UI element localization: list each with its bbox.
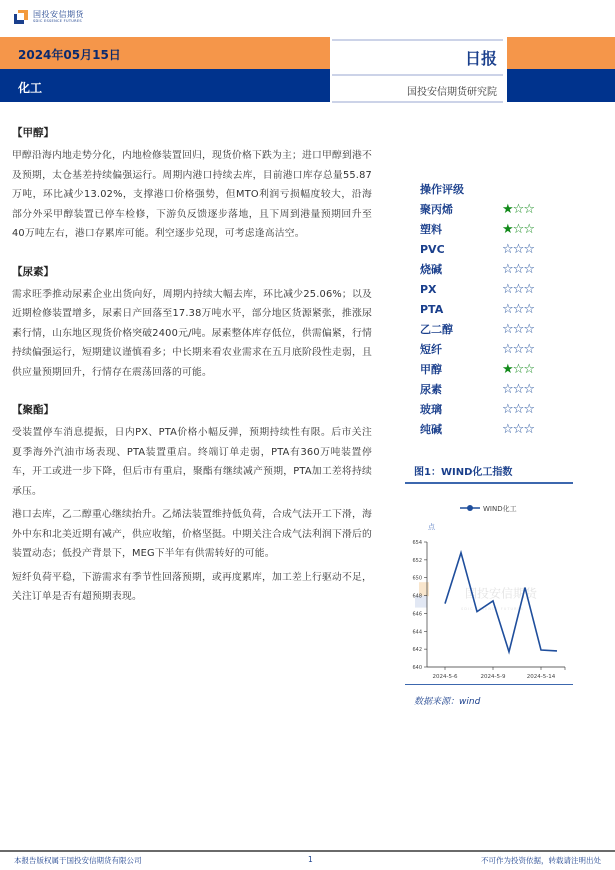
- star-rating-icon: ☆☆☆: [502, 282, 534, 297]
- rating-title: 操作评级: [420, 183, 464, 196]
- report-type-box: [330, 37, 507, 102]
- rating-row: [420, 200, 600, 220]
- report-category: 化工: [18, 81, 43, 95]
- rating-product-name: 塑料: [420, 223, 442, 236]
- line-chart: [405, 495, 575, 685]
- logo-name-cn: 国投安信期货: [33, 9, 84, 19]
- svg-text:646: 646: [412, 611, 422, 618]
- report-date: 2024年05月15日: [18, 48, 121, 62]
- star-rating-icon: ★☆☆: [502, 362, 534, 377]
- svg-text:WIND化工: WIND化工: [483, 505, 517, 513]
- rating-row: [420, 280, 600, 300]
- svg-text:2024-5-14: 2024-5-14: [526, 674, 556, 680]
- header-strip-orange: [507, 37, 615, 69]
- figure-divider-bottom: [405, 684, 573, 685]
- rating-row: [420, 340, 600, 360]
- footer-copyright: 本报告版权属于国投安信期货有限公司: [14, 856, 142, 865]
- svg-text:654: 654: [412, 540, 422, 546]
- figure-divider: [405, 482, 573, 484]
- star-rating-icon: ★☆☆: [502, 202, 534, 217]
- rating-product-name: PVC: [420, 243, 445, 256]
- svg-text:640: 640: [412, 665, 422, 671]
- svg-text:642: 642: [412, 647, 422, 654]
- rating-panel: [420, 180, 600, 440]
- rating-product-name: 尿素: [420, 383, 442, 396]
- star-rating-icon: ☆☆☆: [502, 402, 534, 417]
- svg-text:644: 644: [412, 629, 422, 636]
- star-rating-icon: ☆☆☆: [502, 242, 534, 257]
- section-title: 【尿素】: [12, 265, 54, 278]
- svg-text:2024-5-9: 2024-5-9: [480, 674, 506, 680]
- section-methanol: [12, 125, 372, 244]
- rating-product-name: PTA: [420, 303, 444, 316]
- svg-text:650: 650: [412, 575, 422, 582]
- rating-product-name: 聚丙烯: [420, 203, 453, 216]
- rating-product-name: 烧碱: [420, 263, 442, 276]
- section-urea: [12, 264, 372, 383]
- header-strip-blue: [507, 69, 615, 102]
- star-rating-icon: ☆☆☆: [502, 302, 534, 317]
- section-title: 【甲醇】: [12, 127, 54, 139]
- section-paragraph: 港口去库，乙二醇重心继续抬升。乙烯法装置维持低负荷，合成气法开工下滑，海外中东和北美近期有减产，供应收缩，价格坚挺。中期关注合成气法利润下滑后的装置动态；低投产背景下，MEG下半年有供需转好的可能。: [12, 509, 372, 559]
- page-number: 1: [308, 855, 313, 864]
- star-rating-icon: ☆☆☆: [502, 322, 534, 337]
- svg-text:2024-5-6: 2024-5-6: [432, 674, 458, 680]
- section-paragraph: 受装置停车消息提振，日内PX、PTA价格小幅反弹，预期持续性有限。后市关注夏季海外汽油市场表现、PTA装置重启。终端订单走弱，PTA有360万吨装置停车，开工或进一步下降，但后市有重启，聚酯有继续减产预期，PTA加工差将持续承压。: [12, 427, 372, 497]
- company-logo: [14, 10, 84, 24]
- rating-row: [420, 400, 600, 420]
- rating-row: [420, 300, 600, 320]
- footer-disclaimer: 不可作为投资依据，转载请注明出处: [481, 856, 601, 865]
- footer-divider: [0, 850, 615, 852]
- rating-row: [420, 380, 600, 400]
- svg-text:648: 648: [412, 593, 422, 600]
- rating-product-name: 乙二醇: [420, 323, 453, 336]
- data-source: 数据来源：wind: [414, 697, 481, 707]
- rating-product-name: 甲醇: [420, 363, 442, 376]
- svg-text:652: 652: [412, 557, 422, 564]
- research-institute: 国投安信期货研究院: [407, 87, 497, 98]
- rating-product-name: 玻璃: [420, 403, 442, 416]
- logo-name-en: SDIC ESSENCE FUTURES: [33, 18, 82, 23]
- star-rating-icon: ☆☆☆: [502, 342, 534, 357]
- rating-row: [420, 320, 600, 340]
- logo-mark-icon: [14, 10, 28, 24]
- section-paragraph: 需求旺季推动尿素企业出货向好，周期内持续大幅去库，环比减少25.06%；以及近期检修装置增多，尿素日产回落至17.38万吨水平，部分地区货源紧张，推涨尿素行情，山东地区现货价格突破2400元/吨。尿素整体库存低位，供需偏紧，行情持续偏强运行，短期建议谨慎看多；中长期来看农业需求在五月底阶段性走弱，且供应量预期回升，行情存在震荡回落的可能。: [12, 288, 372, 378]
- report-type: 日报: [464, 49, 497, 68]
- rating-row: [420, 260, 600, 280]
- section-polyester: [12, 402, 372, 607]
- category-band: [0, 69, 330, 102]
- star-rating-icon: ★☆☆: [502, 222, 534, 237]
- svg-text:SDIC ESSENCE FUTURES: SDIC ESSENCE FUTURES: [461, 606, 524, 611]
- star-rating-icon: ☆☆☆: [502, 422, 534, 437]
- star-rating-icon: ☆☆☆: [502, 382, 534, 397]
- section-paragraph: 短纤负荷平稳，下游需求有季节性回落预期，或再度累库，加工差上行驱动不足，关注订单是否有超预期表现。: [12, 571, 372, 602]
- rating-product-name: 纯碱: [420, 423, 442, 436]
- main-content: [12, 125, 372, 627]
- rating-row: [420, 220, 600, 240]
- svg-text:点: 点: [428, 523, 435, 531]
- section-paragraph: 甲醇沿海内地走势分化，内地检修装置回归，现货价格下跌为主；进口甲醇到港不及预期，太仓基差持续偏强运行。周期内港口持续去库，目前港口库存总量55.87万吨，环比减少13.02%，支撑港口价格强势，但MTO利润亏损幅度较大，沿海部分外采甲醇装置已停车检修，下游负反馈逐步落地，且下周到港量预期回升至40万吨左右，港口存累库可能。利空逐步兑现，可考虑逢高沽空。: [12, 150, 372, 239]
- section-title: 【聚酯】: [12, 404, 54, 416]
- rating-row: [420, 240, 600, 260]
- rating-row: [420, 420, 600, 440]
- rating-product-name: PX: [420, 283, 437, 296]
- svg-text:国投安信期货: 国投安信期货: [465, 586, 538, 601]
- star-rating-icon: ☆☆☆: [502, 262, 534, 277]
- rating-product-name: 短纤: [420, 343, 442, 356]
- rating-row: [420, 360, 600, 380]
- figure-title: 图1：WIND化工指数: [414, 467, 513, 478]
